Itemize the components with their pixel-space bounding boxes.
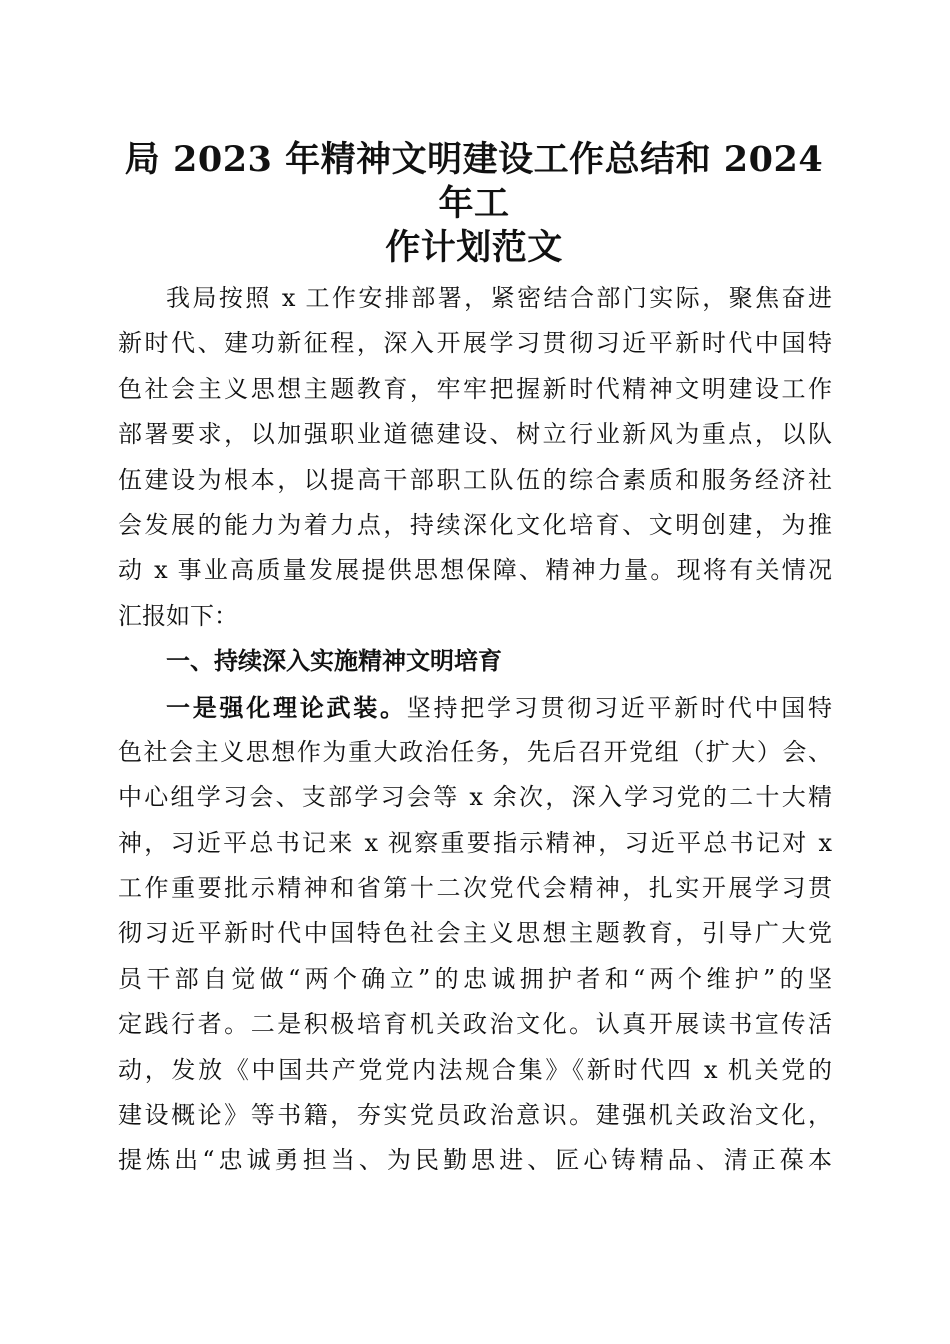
title-line-1: 局 2023 年精神文明建设工作总结和 2024 年工: [124, 139, 824, 224]
paragraph-line: 动 x 事业高质量发展提供思想保障、精神力量。现将有关情况: [118, 556, 832, 585]
lead-phrase: 一是强化理论武装。: [166, 692, 407, 722]
paragraph-line: 神，习近平总书记来 x 视察重要指示精神，习近平总书记对 x: [118, 828, 832, 857]
paragraph-line: 我局按照 x 工作安排部署，紧密结合部门实际，聚焦奋进: [166, 284, 832, 312]
paragraph-line: 色社会主义思想主题教育，牢牢把握新时代精神文明建设工作: [118, 374, 832, 403]
section-heading: 一、持续深入实施精神文明培育: [166, 647, 502, 676]
paragraph-line: 提炼出“忠诚勇担当、为民勤思进、匠心铸精品、清正葆本: [118, 1146, 832, 1175]
paragraph-line: 伍建设为根本，以提高干部职工队伍的综合素质和服务经济社: [118, 465, 832, 494]
paragraph-line: 动，发放《中国共产党党内法规合集》《新时代四 x 机关党的: [118, 1055, 832, 1084]
paragraph-line-lead: [118, 685, 832, 730]
paragraph-line: 中心组学习会、支部学习会等 x 余次，深入学习党的二十大精: [118, 783, 832, 812]
paragraph-line: 会发展的能力为着力点，持续深化文化培育、文明创建，为推: [118, 510, 832, 539]
paragraph-line: 工作重要批示精神和省第十二次党代会精神，扎实开展学习贯: [118, 874, 832, 903]
document-title: [118, 138, 830, 270]
paragraph-line: 汇报如下：: [118, 601, 238, 630]
title-line-2: 作计划范文: [385, 227, 563, 268]
document-body: [118, 276, 832, 1184]
paragraph-line: 部署要求，以加强职业道德建设、树立行业新风为重点，以队: [118, 420, 832, 449]
paragraph-line: 彻习近平新时代中国特色社会主义思想主题教育，引导广大党: [118, 919, 832, 948]
paragraph-line: 员干部自觉做“两个确立”的忠诚拥护者和“两个维护”的坚: [118, 964, 832, 993]
paragraph-line: 建设概论》等书籍，夯实党员政治意识。建强机关政治文化，: [118, 1101, 832, 1130]
lead-rest: 坚持把学习贯彻习近平新时代中国特: [406, 693, 832, 722]
paragraph-line: 色社会主义思想作为重大政治任务，先后召开党组（扩大）会、: [118, 737, 832, 766]
paragraph-line: 新时代、建功新征程，深入开展学习贯彻习近平新时代中国特: [118, 329, 832, 358]
intro-paragraph: [118, 276, 832, 639]
section-1-paragraph: [118, 685, 832, 1184]
paragraph-line: 定践行者。二是积极培育机关政治文化。认真开展读书宣传活: [118, 1010, 832, 1039]
